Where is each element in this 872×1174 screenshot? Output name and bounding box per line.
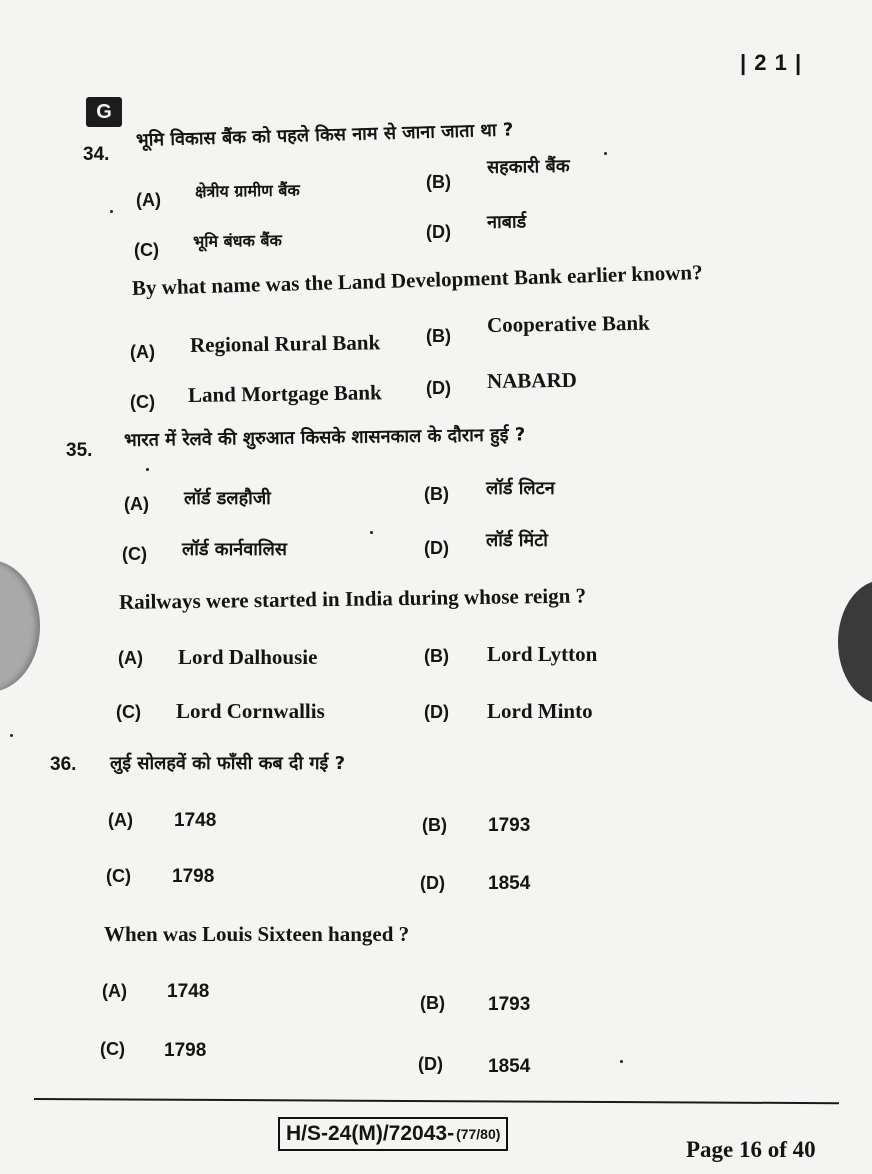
q35-hindi-option-d: लॉर्ड मिंटो	[486, 530, 548, 551]
q34-hindi-option-a: क्षेत्रीय ग्रामीण बैंक	[194, 180, 300, 201]
booklet-code-suffix: (77/80)	[456, 1126, 501, 1142]
q35-hindi-option-c-key: (C)	[122, 544, 147, 564]
q34-english-option-b: Cooperative Bank	[486, 310, 650, 337]
q35-english-option-a-key: (A)	[118, 648, 143, 668]
q35-hindi-option-b: लॉर्ड लिटन	[486, 478, 555, 499]
q35-hindi-option-a-key: (A)	[124, 494, 149, 514]
q36-english-option-d: 1854	[488, 1056, 531, 1077]
question-34-english: By what name was the Land Development Bank earlier known?	[131, 260, 703, 300]
q36-hindi-option-c-key: (C)	[106, 866, 131, 886]
punch-hole-right	[838, 580, 872, 704]
print-speck	[10, 734, 13, 737]
q34-english-option-a-key: (A)	[130, 342, 155, 362]
series-badge: G	[86, 97, 122, 127]
q34-hindi-option-a-key: (A)	[136, 190, 161, 210]
q36-english-option-c-key: (C)	[100, 1039, 125, 1059]
q35-english-option-b: Lord Lytton	[487, 642, 598, 666]
q34-hindi-option-b: सहकारी बैंक	[486, 155, 570, 178]
q34-hindi-option-d: नाबार्ड	[486, 211, 527, 233]
print-speck	[620, 1060, 623, 1063]
q34-english-option-d: NABARD	[486, 367, 577, 393]
q36-english-option-c: 1798	[164, 1040, 207, 1061]
q36-hindi-option-d: 1854	[488, 873, 531, 894]
question-number-35: 35.	[66, 440, 93, 461]
q35-english-option-c: Lord Cornwallis	[176, 699, 325, 723]
question-36-english: When was Louis Sixteen hanged ?	[104, 922, 410, 946]
q36-hindi-option-c: 1798	[172, 866, 215, 887]
q35-english-option-c-key: (C)	[116, 702, 141, 722]
q34-hindi-option-b-key: (B)	[426, 172, 451, 192]
booklet-code-box	[278, 1117, 508, 1151]
q36-hindi-option-b: 1793	[488, 815, 531, 836]
print-speck	[110, 210, 113, 213]
q34-english-option-a: Regional Rural Bank	[189, 330, 381, 357]
q35-english-option-a: Lord Dalhousie	[178, 645, 318, 669]
q34-hindi-option-c-key: (C)	[134, 240, 159, 260]
q34-hindi-option-d-key: (D)	[426, 222, 451, 242]
q34-english-option-c-key: (C)	[130, 392, 155, 412]
print-speck	[146, 468, 149, 471]
booklet-code: H/S-24(M)/72043-	[286, 1122, 455, 1145]
q36-english-option-d-key: (D)	[418, 1054, 443, 1074]
q36-hindi-option-d-key: (D)	[420, 873, 445, 893]
q35-hindi-option-a: लॉर्ड डलहौजी	[184, 488, 271, 509]
question-35-hindi: भारत में रेलवे की शुरुआत किसके शासनकाल के दौरान हुई ?	[123, 424, 526, 451]
q34-english-option-c: Land Mortgage Bank	[187, 380, 382, 407]
q36-english-option-b: 1793	[488, 994, 531, 1015]
q36-english-option-a: 1748	[167, 981, 210, 1002]
page-corner-mark: | 2 1 |	[740, 50, 803, 75]
q34-hindi-option-c: भूमि बंधक बैंक	[192, 230, 282, 251]
q35-english-option-d-key: (D)	[424, 702, 449, 722]
q36-english-option-b-key: (B)	[420, 993, 445, 1013]
q36-english-option-a-key: (A)	[102, 981, 127, 1001]
print-speck	[370, 531, 373, 534]
punch-hole-left	[0, 560, 40, 692]
q36-hindi-option-b-key: (B)	[422, 815, 447, 835]
page-number: Page 16 of 40	[686, 1137, 816, 1162]
question-34-hindi: भूमि विकास बैंक को पहले किस नाम से जाना जाता था ?	[135, 119, 514, 151]
print-speck	[604, 152, 607, 155]
q35-english-option-b-key: (B)	[424, 646, 449, 666]
question-35-english: Railways were started in India during whose reign ?	[118, 583, 587, 614]
q34-english-option-d-key: (D)	[426, 378, 451, 398]
question-number-36: 36.	[50, 754, 77, 775]
q35-english-option-d: Lord Minto	[487, 699, 593, 723]
footer-rule	[34, 1098, 839, 1104]
q34-english-option-b-key: (B)	[426, 326, 451, 346]
q35-hindi-option-d-key: (D)	[424, 538, 449, 558]
q35-hindi-option-b-key: (B)	[424, 484, 449, 504]
question-36-hindi: लुई सोलहवें को फाँसी कब दी गई ?	[110, 753, 346, 774]
q36-hindi-option-a-key: (A)	[108, 810, 133, 830]
q35-hindi-option-c: लॉर्ड कार्नवालिस	[182, 539, 287, 560]
q36-hindi-option-a: 1748	[174, 810, 217, 831]
question-number-34: 34.	[83, 144, 110, 165]
